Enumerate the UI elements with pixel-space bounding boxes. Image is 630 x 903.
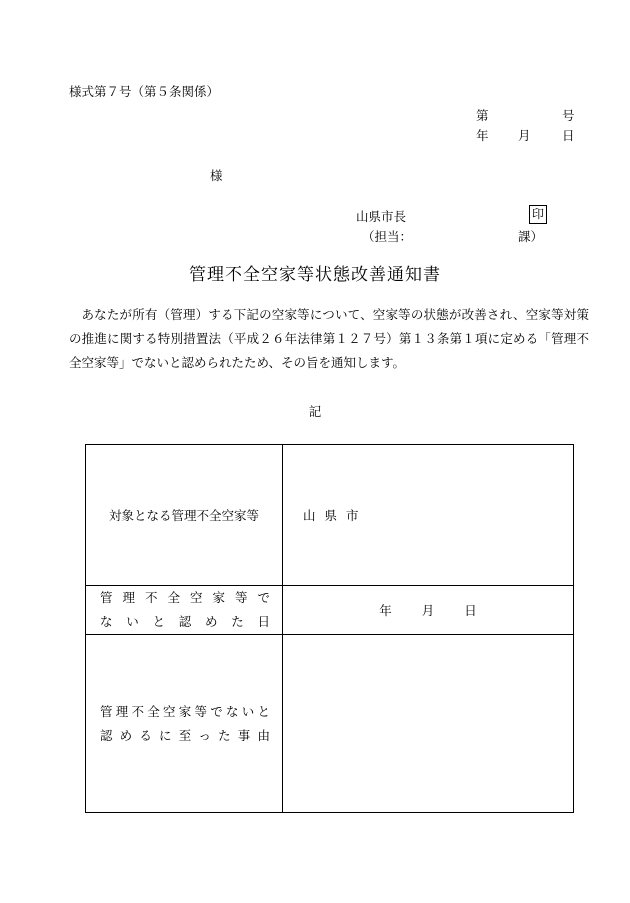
recognized-date-year: 年 [379, 603, 392, 618]
document-title: 管理不全空家等状態改善通知書 [189, 265, 441, 285]
table-row [86, 445, 574, 586]
table-row [86, 586, 574, 635]
issuer-name: 山県市長 [356, 209, 407, 224]
reason-label-cell [86, 635, 283, 813]
ki-heading: 記 [308, 404, 322, 419]
date-year-label: 年 [476, 128, 489, 143]
recognized-date-label-cell [86, 586, 283, 635]
form-number: 様式第７号（第５条関係） [69, 84, 220, 99]
date-day-label: 日 [562, 128, 575, 143]
seal-mark: 印 [529, 205, 547, 224]
table-row [86, 635, 574, 813]
reason-label-line2: 認めるに至った事由 [100, 727, 270, 743]
addressee-honorific: 様 [210, 168, 223, 183]
recognized-date-label-line2: ないと認めた日 [100, 614, 270, 629]
in-charge-close: 課） [518, 229, 544, 244]
document-number-suffix: 号 [562, 108, 575, 123]
date-month-label: 月 [518, 128, 531, 143]
document-number-prefix: 第 [476, 108, 489, 123]
recognized-date-value-cell [283, 586, 574, 635]
reason-value-cell [283, 635, 574, 813]
notice-body: あなたが所有（管理）する下記の空家等について、空家等の状態が改善され、空家等対策の推進に関する特別措置法（平成２６年法律第１２７号）第１３条第１項に定める「管理不全空家等」でないと認められたため、その旨を通知します。 [69, 307, 589, 370]
target-label: 対象となる管理不全空家等 [108, 508, 259, 523]
recognized-date-day: 日 [464, 603, 477, 618]
target-value-cell [283, 445, 574, 586]
target-label-cell [86, 445, 283, 586]
recognized-date-label-line1: 管理不全空家等で [100, 590, 270, 605]
target-value: 山県市 [303, 508, 368, 523]
in-charge-open: （担当： [362, 229, 413, 244]
notice-table [85, 444, 574, 813]
recognized-date-month: 月 [421, 603, 435, 618]
reason-label-line1: 管理不全空家等でないと [100, 703, 270, 719]
